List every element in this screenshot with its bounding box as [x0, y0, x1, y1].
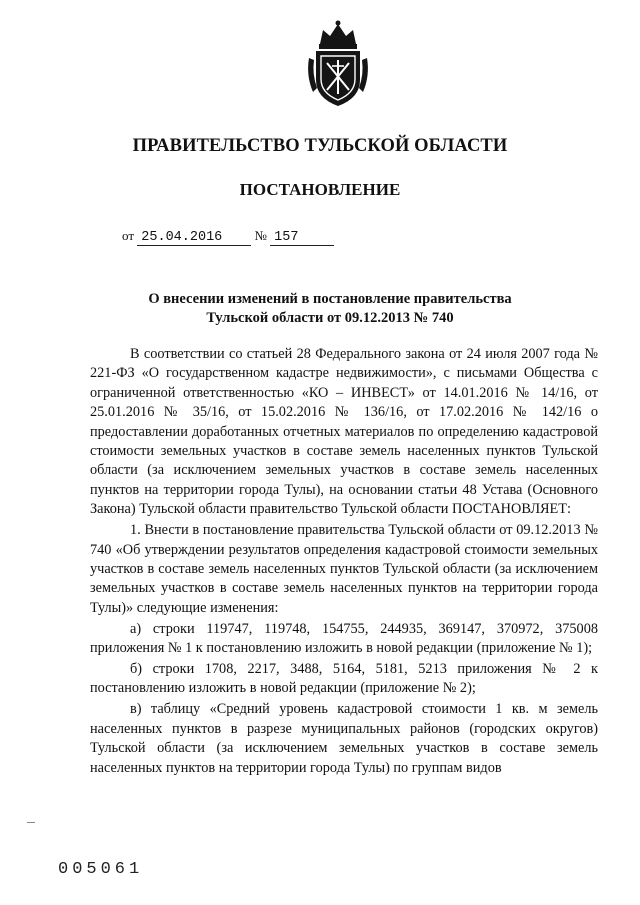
number-label: № [254, 228, 267, 243]
document-number: 157 [270, 230, 334, 246]
document-type: ПОСТАНОВЛЕНИЕ [239, 180, 401, 199]
paragraph-subitem-b: б) строки 1708, 2217, 3488, 5164, 5181, 5213 приложения № 2 к постановлению изложить в новой редакции (приложение № 2); [90, 661, 598, 697]
document-body [90, 345, 598, 779]
date-label: от [122, 228, 135, 243]
document-title [100, 290, 560, 328]
government-name: ПРАВИТЕЛЬСТВО ТУЛЬСКОЙ ОБЛАСТИ [132, 136, 508, 156]
title-line-1: О внесении изменений в постановление правительства [148, 291, 512, 307]
paragraph-preamble: В соответствии со статьей 28 Федерального закона от 24 июля 2007 года № 221-ФЗ «О государственном кадастре недвижимости», с письмами Общества с ограниченной ответственностью «КО – ИНВЕСТ» от 14.01.2016 № 14/16, от 25.01.2016 № 35/16, от 15.02.2016 № 136/16, от 17.02.2016 № 142/16 о предоставлении доработанных отчетных материалов по определению кадастровой стоимости земельных участков в составе земель населенных пунктов Тульской области (за исключением земельных участков в составе земель населенных пунктов на территории города Тулы), на основании статьи 48 Устава (Основного Закона) Тульской области правительство Тульской области ПОСТАНОВЛЯЕТ: [90, 346, 598, 518]
paragraph-subitem-v: в) таблицу «Средний уровень кадастровой стоимости 1 кв. м земель населенных пунктов в разрезе муниципальных районов (городских округов) Тульской области (за исключением земельных участков в составе земель населенных пунктов на территории города Тулы) по группам видов [90, 701, 598, 776]
title-line-2: Тульской области от 09.12.2013 № 740 [206, 310, 454, 326]
paragraph-subitem-a: а) строки 119747, 119748, 154755, 244935, 369147, 370972, 375008 приложения № 1 к постановлению изложить в новой редакции (приложение № 1); [90, 620, 598, 657]
serial-number: 005061 [58, 860, 144, 879]
paragraph-item-1: 1. Внести в постановление правительства Тульской области от 09.12.2013 № 740 «Об утверждении результатов определения кадастровой стоимости земельных участков в составе земель населенных пунктов Тульской области (за исключением земельных участков в составе земель населенных пунктов на территории города Тулы)» следующие изменения: [90, 522, 598, 616]
registration-line [122, 228, 334, 246]
document-date: 25.04.2016 [137, 230, 251, 246]
coat-of-arms-icon [303, 18, 373, 108]
margin-mark [27, 822, 35, 823]
